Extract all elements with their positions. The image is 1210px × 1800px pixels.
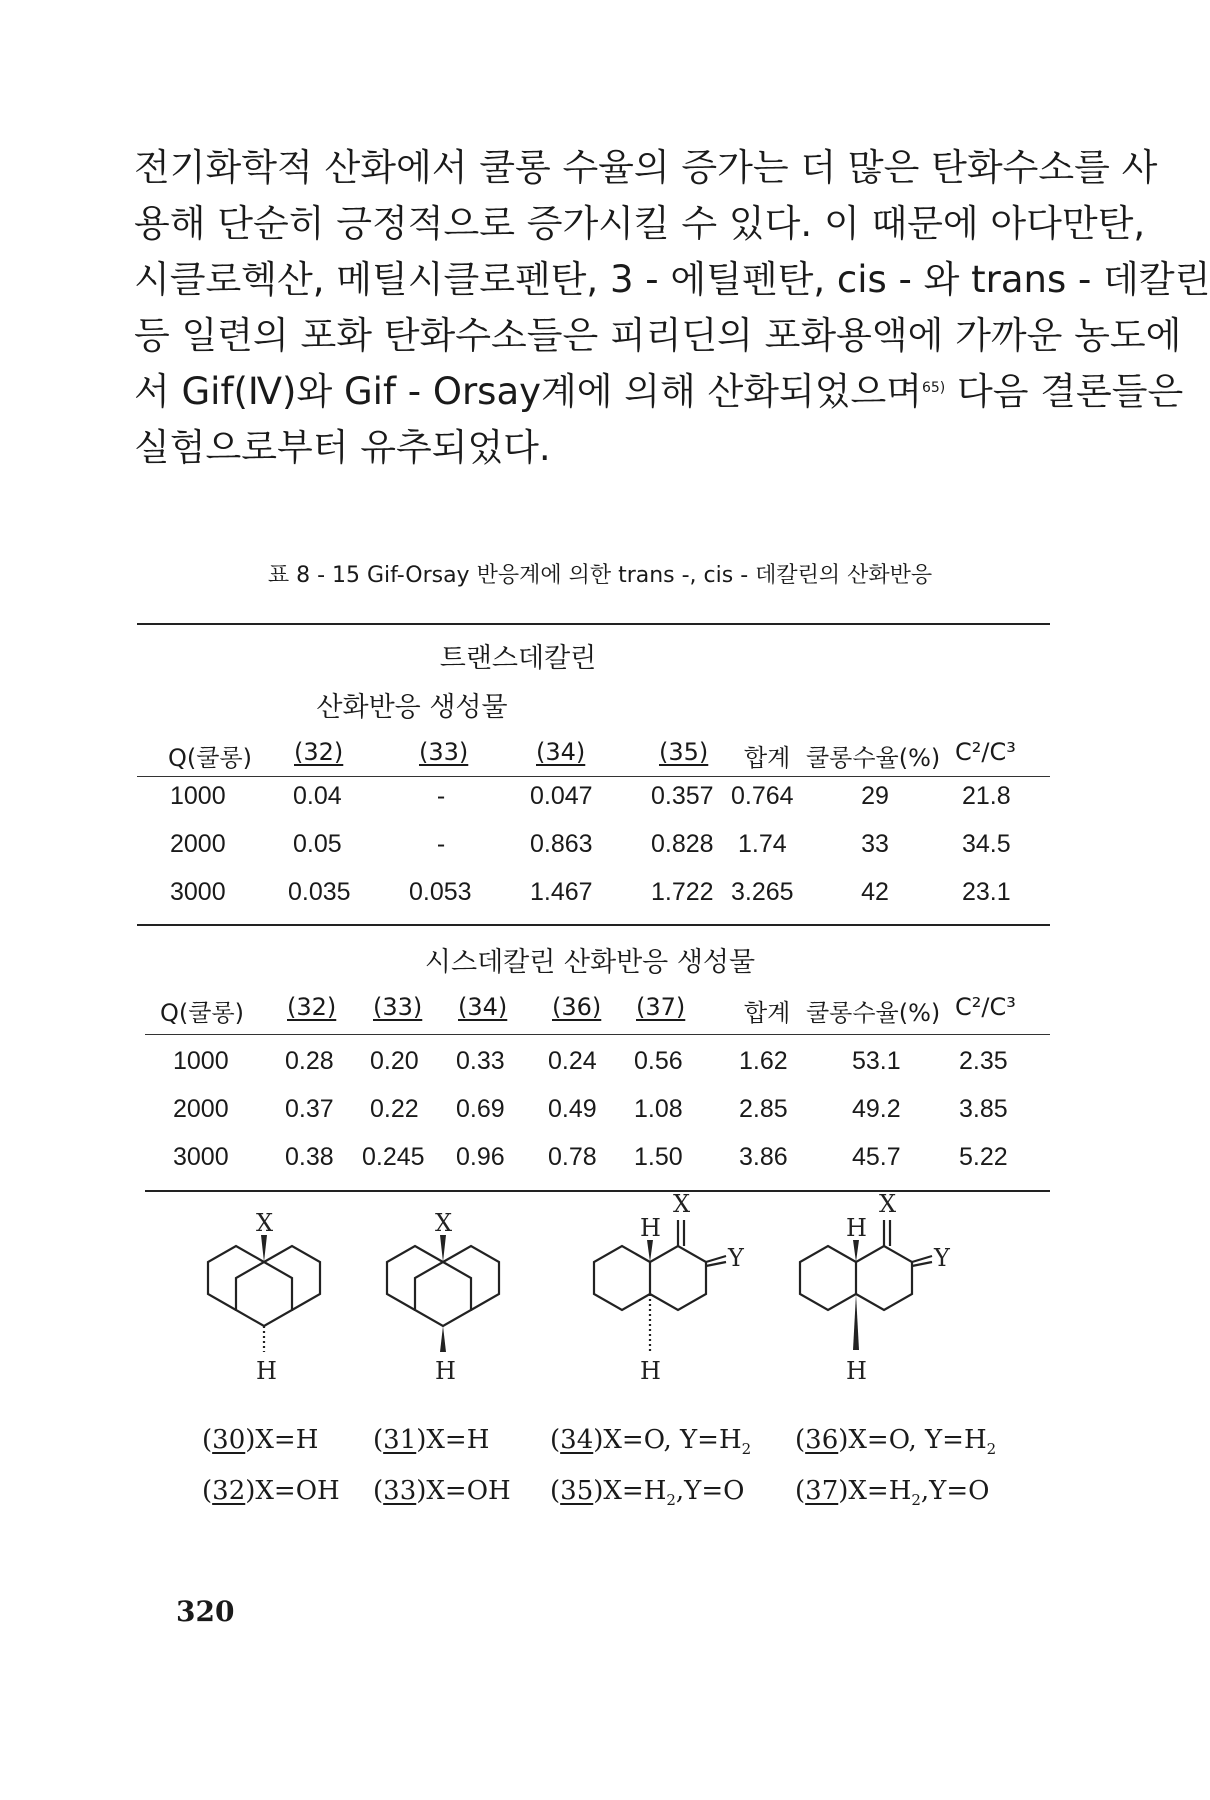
cell-37: 0.56 bbox=[634, 1047, 683, 1075]
cell-34: 1.467 bbox=[530, 878, 593, 906]
cell-36: 0.78 bbox=[548, 1143, 597, 1171]
cell-total: 0.764 bbox=[731, 782, 794, 810]
legend-formula-tail: ,Y=O bbox=[920, 1476, 990, 1506]
label-h: H bbox=[256, 1357, 277, 1385]
legend-subscript: 2 bbox=[911, 1491, 921, 1510]
cell-coulomb-yield: 33 bbox=[861, 830, 889, 858]
cell-coulomb-yield: 29 bbox=[861, 782, 889, 810]
header-34: (34) bbox=[536, 738, 586, 766]
cell-ratio: 5.22 bbox=[959, 1143, 1008, 1171]
cell-34: 0.047 bbox=[530, 782, 593, 810]
header-32: (32) bbox=[287, 993, 337, 1021]
compound-number: 34 bbox=[560, 1425, 594, 1455]
decalin-structures-figure bbox=[0, 1190, 1200, 1605]
cell-q: 3000 bbox=[170, 878, 226, 906]
header-total: 합계 bbox=[744, 744, 791, 772]
cell-32: 0.05 bbox=[293, 830, 342, 858]
label-h: H bbox=[640, 1357, 661, 1385]
cell-33: 0.245 bbox=[362, 1143, 425, 1171]
header-coulomb-yield: 쿨롱수율(%) bbox=[806, 999, 941, 1027]
cell-q: 3000 bbox=[173, 1143, 229, 1171]
structure-cis-decalin bbox=[387, 1209, 499, 1385]
trans-table-title: 트랜스데칼린 bbox=[439, 643, 597, 674]
footnote-reference: 65) bbox=[921, 380, 946, 396]
legend-subscript: 2 bbox=[986, 1440, 997, 1459]
wedge-bond bbox=[440, 1326, 446, 1352]
legend-31: (31)X=H bbox=[373, 1425, 490, 1455]
cell-37: 1.08 bbox=[634, 1095, 683, 1123]
legend-subscript: 2 bbox=[666, 1491, 676, 1510]
cell-total: 1.62 bbox=[739, 1047, 788, 1075]
header-ratio: C²/C³ bbox=[955, 993, 1016, 1021]
legend-formula: )X=H bbox=[838, 1476, 912, 1506]
paragraph-line bbox=[134, 364, 1184, 420]
compound-number: 36 bbox=[805, 1425, 839, 1455]
compound-number: 30 bbox=[212, 1425, 246, 1455]
header-32: (32) bbox=[294, 738, 344, 766]
compound-number: 32 bbox=[212, 1476, 246, 1506]
body-paragraph bbox=[134, 140, 1210, 476]
table-middle-rule bbox=[137, 924, 1050, 926]
legend-formula-tail: ,Y=O bbox=[675, 1476, 745, 1506]
label-y: Y bbox=[934, 1244, 950, 1272]
cell-coulomb-yield: 53.1 bbox=[852, 1047, 901, 1075]
cell-36: 0.49 bbox=[548, 1095, 597, 1123]
cell-total: 3.265 bbox=[731, 878, 794, 906]
cell-33: - bbox=[436, 782, 446, 810]
table-top-rule bbox=[137, 623, 1050, 625]
header-34: (34) bbox=[458, 993, 508, 1021]
cell-ratio: 34.5 bbox=[962, 830, 1011, 858]
paragraph-line-text: 서 Gif(Ⅳ)와 Gif - Orsay계에 의해 산화되었으며 bbox=[134, 370, 922, 413]
paragraph-line: 시클로헥산, 메틸시클로펜탄, 3 - 에틸펜탄, cis - 와 trans - 데칼린 bbox=[134, 258, 1210, 301]
structure-cis-decalone bbox=[800, 1190, 951, 1385]
cell-q: 2000 bbox=[173, 1095, 229, 1123]
label-h: H bbox=[846, 1357, 867, 1385]
legend-32: (32)X=OH bbox=[202, 1476, 340, 1506]
legend-34: (34)X=O, $Y=H_2$ bbox=[550, 1425, 752, 1459]
compound-number: 33 bbox=[383, 1476, 417, 1506]
legend-formula: )X=O, Y=H bbox=[838, 1425, 987, 1455]
header-ratio: C²/C³ bbox=[955, 738, 1016, 766]
cell-33: 0.22 bbox=[370, 1095, 419, 1123]
label-x: X bbox=[879, 1190, 897, 1218]
compound-number: 31 bbox=[383, 1425, 417, 1455]
cell-q: 1000 bbox=[173, 1047, 229, 1075]
header-33: (33) bbox=[419, 738, 469, 766]
cell-32: 0.38 bbox=[285, 1143, 334, 1171]
legend-formula: )X=OH bbox=[416, 1476, 511, 1506]
paragraph-line: 전기화학적 산화에서 쿨롱 수율의 증가는 더 많은 탄화수소를 사 bbox=[134, 146, 1158, 189]
header-33: (33) bbox=[373, 993, 423, 1021]
cell-total: 2.85 bbox=[739, 1095, 788, 1123]
paragraph-line: 등 일련의 포화 탄화수소들은 피리딘의 포화용액에 가까운 농도에 bbox=[134, 314, 1182, 357]
structure-trans-decalin bbox=[208, 1209, 320, 1385]
header-q: Q(쿨롱) bbox=[168, 744, 252, 772]
legend-37: $(37)X=H_2,Y=O$ bbox=[795, 1476, 990, 1510]
cell-34: 0.69 bbox=[456, 1095, 505, 1123]
cell-coulomb-yield: 49.2 bbox=[852, 1095, 901, 1123]
header-37: (37) bbox=[636, 993, 686, 1021]
cell-33: 0.20 bbox=[370, 1047, 419, 1075]
legend-36: (36)X=O, $Y=H_2$ bbox=[795, 1425, 997, 1459]
compound-number: 35 bbox=[560, 1476, 594, 1506]
cell-35: 0.828 bbox=[651, 830, 714, 858]
structure-trans-decalone bbox=[594, 1190, 745, 1385]
wedge-bond bbox=[853, 1240, 859, 1262]
legend-formula: )X=H bbox=[245, 1425, 319, 1455]
cell-ratio: 23.1 bbox=[962, 878, 1011, 906]
legend-formula: )X=OH bbox=[245, 1476, 340, 1506]
cell-32: 0.035 bbox=[288, 878, 351, 906]
label-x: X bbox=[435, 1209, 453, 1237]
legend-formula: )X=H bbox=[593, 1476, 667, 1506]
cell-35: 0.357 bbox=[651, 782, 714, 810]
compound-number: 37 bbox=[805, 1476, 839, 1506]
legend-30: (30)X=H bbox=[202, 1425, 319, 1455]
header-total: 합계 bbox=[744, 999, 791, 1027]
cell-ratio: 2.35 bbox=[959, 1047, 1008, 1075]
cell-34: 0.863 bbox=[530, 830, 593, 858]
page-number: 320 bbox=[176, 1595, 235, 1628]
paragraph-line: 용해 단순히 긍정적으로 증가시킬 수 있다. 이 때문에 아다만탄, bbox=[134, 202, 1146, 245]
wedge-bond bbox=[647, 1240, 653, 1262]
cell-35: 1.722 bbox=[651, 878, 714, 906]
cell-q: 2000 bbox=[170, 830, 226, 858]
paragraph-line-tail: 다음 결론들은 bbox=[945, 370, 1184, 413]
trans-header-rule bbox=[137, 776, 1050, 777]
wedge-bond bbox=[853, 1294, 859, 1350]
legend-35: $(35)X=H_2,Y=O$ bbox=[550, 1476, 745, 1510]
header-36: (36) bbox=[552, 993, 602, 1021]
label-h: H bbox=[435, 1357, 456, 1385]
cell-32: 0.37 bbox=[285, 1095, 334, 1123]
header-q: Q(쿨롱) bbox=[160, 999, 244, 1027]
cell-q: 1000 bbox=[170, 782, 226, 810]
cell-coulomb-yield: 45.7 bbox=[852, 1143, 901, 1171]
cell-36: 0.24 bbox=[548, 1047, 597, 1075]
table-caption: 표 8 - 15 Gif-Orsay 반응계에 의한 trans -, cis - 데칼린의 산화반응 bbox=[267, 563, 933, 588]
paragraph-line: 실험으로부터 유추되었다. bbox=[134, 426, 551, 469]
cell-32: 0.04 bbox=[293, 782, 342, 810]
label-h: H bbox=[640, 1214, 661, 1242]
legend-formula: )X=H bbox=[416, 1425, 490, 1455]
table-bottom-rule bbox=[145, 1190, 1050, 1192]
legend-formula: )X=O, Y=H bbox=[593, 1425, 742, 1455]
header-35: (35) bbox=[659, 738, 709, 766]
wedge-bond bbox=[440, 1235, 446, 1262]
cell-total: 3.86 bbox=[739, 1143, 788, 1171]
label-h: H bbox=[846, 1214, 867, 1242]
cis-table-title: 시스데칼린 산화반응 생성물 bbox=[424, 947, 756, 978]
cell-34: 0.33 bbox=[456, 1047, 505, 1075]
label-x: X bbox=[673, 1190, 691, 1218]
cell-coulomb-yield: 42 bbox=[861, 878, 889, 906]
legend-33: (33)X=OH bbox=[373, 1476, 511, 1506]
cis-header-rule bbox=[145, 1034, 1050, 1035]
cell-34: 0.96 bbox=[456, 1143, 505, 1171]
wedge-bond bbox=[261, 1235, 267, 1262]
label-y: Y bbox=[728, 1244, 744, 1272]
cell-ratio: 21.8 bbox=[962, 782, 1011, 810]
cell-37: 1.50 bbox=[634, 1143, 683, 1171]
legend-subscript: 2 bbox=[741, 1440, 752, 1459]
cell-33: - bbox=[436, 830, 446, 858]
label-x: X bbox=[256, 1209, 274, 1237]
cell-33: 0.053 bbox=[409, 878, 472, 906]
header-coulomb-yield: 쿨롱수율(%) bbox=[806, 744, 941, 772]
cell-total: 1.74 bbox=[738, 830, 787, 858]
trans-product-title: 산화반응 생성물 bbox=[316, 692, 508, 723]
cell-ratio: 3.85 bbox=[959, 1095, 1008, 1123]
cell-32: 0.28 bbox=[285, 1047, 334, 1075]
